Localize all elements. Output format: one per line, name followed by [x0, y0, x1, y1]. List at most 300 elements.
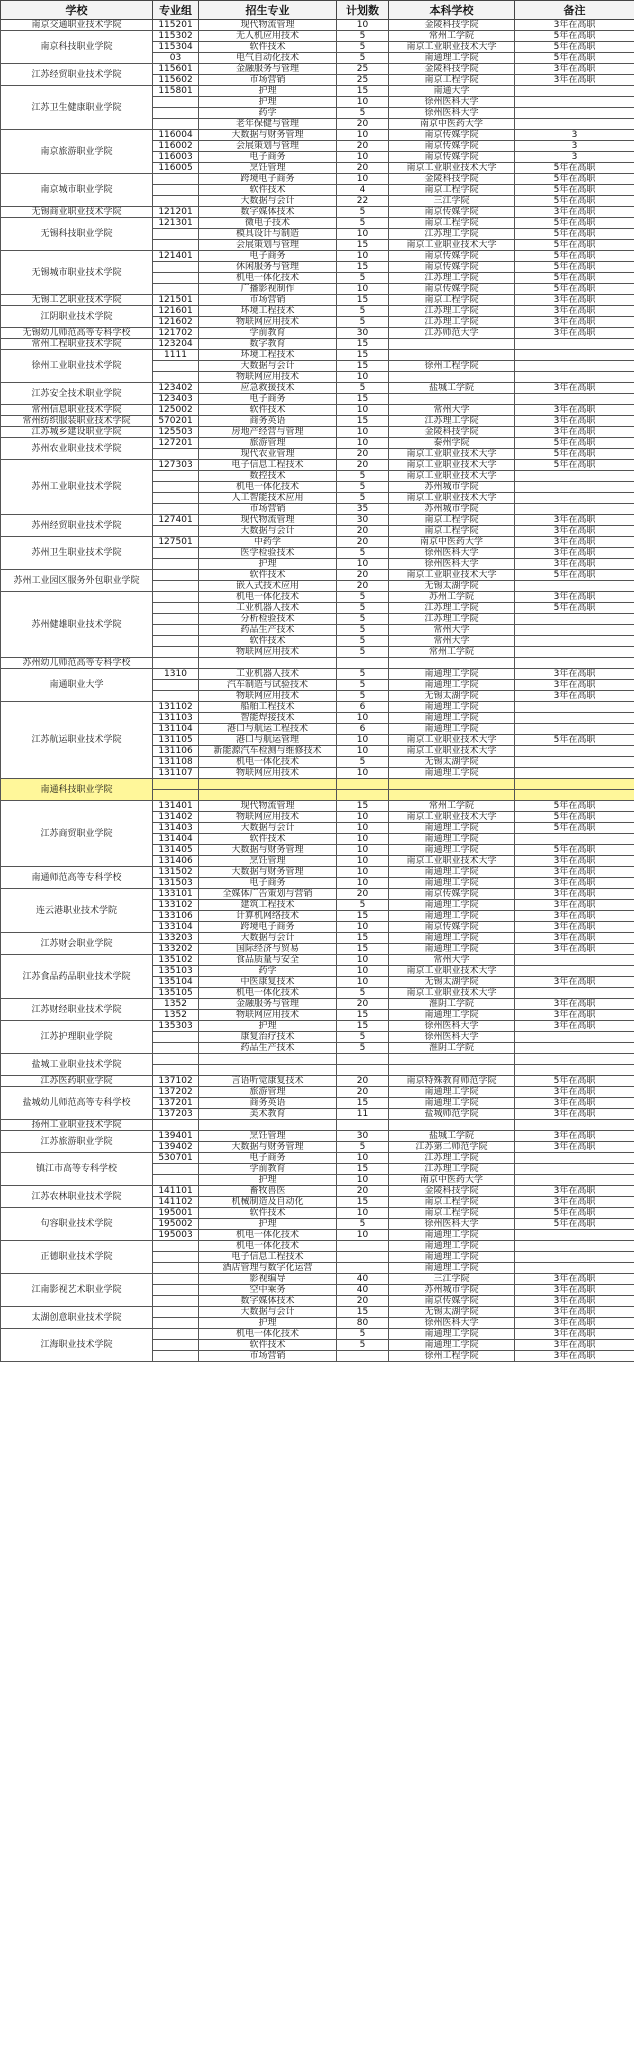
university-cell: 南京中医药大学	[389, 119, 515, 130]
university-cell: 徐州工程学院	[389, 361, 515, 372]
plan-cell: 20	[337, 1087, 389, 1098]
university-cell: 南通理工学院	[389, 1010, 515, 1021]
plan-cell: 30	[337, 1131, 389, 1142]
university-cell: 南京工业职业技术大学	[389, 471, 515, 482]
note-cell: 3年在高职	[515, 75, 634, 86]
major-cell: 市场营销	[199, 75, 337, 86]
note-cell: 5年在高职	[515, 273, 634, 284]
major-cell: 计算机网络技术	[199, 911, 337, 922]
major-cell	[199, 779, 337, 790]
university-cell: 三江学院	[389, 196, 515, 207]
university-cell: 南京中医药大学	[389, 1175, 515, 1186]
university-cell: 江苏理工学院	[389, 603, 515, 614]
group-cell: 121702	[153, 328, 199, 339]
table-row	[1, 207, 634, 218]
plan-cell: 15	[337, 1307, 389, 1318]
university-cell: 三江学院	[389, 1274, 515, 1285]
school-cell: 江苏财会职业学院	[1, 933, 153, 955]
major-cell: 软件技术	[199, 405, 337, 416]
major-cell: 软件技术	[199, 570, 337, 581]
plan-cell: 15	[337, 416, 389, 427]
university-cell: 南京传媒学院	[389, 284, 515, 295]
plan-cell: 10	[337, 284, 389, 295]
major-cell: 电子商务	[199, 394, 337, 405]
university-cell: 南京工业职业技术大学	[389, 966, 515, 977]
major-cell: 市场营销	[199, 1351, 337, 1362]
group-cell: 116004	[153, 130, 199, 141]
major-cell	[199, 1120, 337, 1131]
major-cell: 电子信息工程技术	[199, 1252, 337, 1263]
school-cell: 南通师范高等专科学校	[1, 867, 153, 889]
plan-cell: 5	[337, 625, 389, 636]
university-cell: 南通理工学院	[389, 1252, 515, 1263]
group-cell: 115801	[153, 86, 199, 97]
major-cell: 船舶工程技术	[199, 702, 337, 713]
note-cell: 3年在高职	[515, 1340, 634, 1351]
table-row	[1, 801, 634, 812]
major-cell: 护理	[199, 1219, 337, 1230]
plan-cell: 5	[337, 669, 389, 680]
group-cell	[153, 647, 199, 658]
table-row	[1, 350, 634, 361]
note-cell: 3年在高职	[515, 900, 634, 911]
group-cell: 03	[153, 53, 199, 64]
major-cell: 药学	[199, 108, 337, 119]
note-cell	[515, 394, 634, 405]
plan-cell: 10	[337, 713, 389, 724]
plan-cell: 5	[337, 988, 389, 999]
school-cell: 正德职业技术学院	[1, 1241, 153, 1274]
major-cell: 言语听觉康复技术	[199, 1076, 337, 1087]
university-cell: 江苏理工学院	[389, 614, 515, 625]
university-cell: 江苏理工学院	[389, 317, 515, 328]
note-cell: 3年在高职	[515, 328, 634, 339]
school-cell: 苏州幼儿师范高等专科学校	[1, 658, 153, 669]
plan-cell: 5	[337, 207, 389, 218]
note-cell	[515, 97, 634, 108]
group-cell: 123204	[153, 339, 199, 350]
university-cell: 常州工学院	[389, 801, 515, 812]
plan-cell: 25	[337, 64, 389, 75]
note-cell	[515, 1120, 634, 1131]
plan-cell: 10	[337, 20, 389, 31]
note-cell: 5年在高职	[515, 1076, 634, 1087]
note-cell: 3年在高职	[515, 20, 634, 31]
major-cell: 会展策划与管理	[199, 141, 337, 152]
note-cell	[515, 790, 634, 801]
group-cell: 123403	[153, 394, 199, 405]
group-cell: 123402	[153, 383, 199, 394]
university-cell: 南通理工学院	[389, 823, 515, 834]
university-cell: 南通理工学院	[389, 834, 515, 845]
group-cell	[153, 680, 199, 691]
school-cell: 常州工程职业技术学院	[1, 339, 153, 350]
group-cell: 121401	[153, 251, 199, 262]
plan-cell: 10	[337, 867, 389, 878]
major-cell: 电子商务	[199, 152, 337, 163]
group-cell: 131105	[153, 735, 199, 746]
plan-cell: 5	[337, 493, 389, 504]
university-cell: 南京工业职业技术大学	[389, 812, 515, 823]
table-row	[1, 383, 634, 394]
major-cell: 大数据与财务管理	[199, 130, 337, 141]
university-cell: 徐州医科大学	[389, 108, 515, 119]
table-row	[1, 130, 634, 141]
group-cell: 116002	[153, 141, 199, 152]
major-cell: 药品生产技术	[199, 1043, 337, 1054]
group-cell: 131102	[153, 702, 199, 713]
major-cell: 电气自动化技术	[199, 53, 337, 64]
note-cell	[515, 658, 634, 669]
major-cell: 中医康复技术	[199, 977, 337, 988]
plan-cell: 15	[337, 944, 389, 955]
university-cell: 南京中医药大学	[389, 537, 515, 548]
major-cell: 护理	[199, 86, 337, 97]
major-cell: 软件技术	[199, 1340, 337, 1351]
school-cell: 南京旅游职业学院	[1, 130, 153, 174]
group-cell: 195001	[153, 1208, 199, 1219]
group-cell	[153, 1296, 199, 1307]
school-cell: 南京交通职业技术学院	[1, 20, 153, 31]
group-cell	[153, 779, 199, 790]
plan-cell: 40	[337, 1274, 389, 1285]
school-cell: 江苏财经职业技术学院	[1, 999, 153, 1021]
plan-cell: 5	[337, 31, 389, 42]
plan-cell: 5	[337, 317, 389, 328]
note-cell: 3年在高职	[515, 944, 634, 955]
table-row	[1, 592, 634, 603]
table-row	[1, 702, 634, 713]
plan-cell	[337, 790, 389, 801]
school-cell: 句容职业技术学院	[1, 1208, 153, 1241]
university-cell: 南通理工学院	[389, 867, 515, 878]
group-cell: 131403	[153, 823, 199, 834]
header-cell: 专业组	[153, 1, 199, 20]
note-cell	[515, 713, 634, 724]
group-cell: 570201	[153, 416, 199, 427]
note-cell	[515, 834, 634, 845]
plan-cell: 10	[337, 966, 389, 977]
university-cell: 南通理工学院	[389, 724, 515, 735]
plan-cell: 5	[337, 614, 389, 625]
major-cell: 分析检验技术	[199, 614, 337, 625]
school-cell: 江苏商贸职业学院	[1, 801, 153, 867]
major-cell: 护理	[199, 1175, 337, 1186]
university-cell: 南通理工学院	[389, 1087, 515, 1098]
plan-cell: 10	[337, 251, 389, 262]
plan-cell: 15	[337, 1164, 389, 1175]
major-cell: 微电子技术	[199, 218, 337, 229]
university-cell: 常州大学	[389, 955, 515, 966]
plan-cell: 6	[337, 702, 389, 713]
note-cell	[515, 1263, 634, 1274]
major-cell: 机电一体化技术	[199, 1241, 337, 1252]
group-cell	[153, 372, 199, 383]
plan-cell: 5	[337, 603, 389, 614]
note-cell: 3年在高职	[515, 405, 634, 416]
header-cell: 本科学校	[389, 1, 515, 20]
note-cell	[515, 361, 634, 372]
note-cell	[515, 1241, 634, 1252]
group-cell: 125503	[153, 427, 199, 438]
major-cell: 软件技术	[199, 42, 337, 53]
university-cell: 南京工业职业技术大学	[389, 493, 515, 504]
major-cell: 工业机器人技术	[199, 669, 337, 680]
major-cell: 港口与航运工程技术	[199, 724, 337, 735]
group-cell: 133101	[153, 889, 199, 900]
major-cell: 大数据与财务管理	[199, 845, 337, 856]
group-cell	[153, 1043, 199, 1054]
university-cell	[389, 790, 515, 801]
major-cell: 房地产经营与管理	[199, 427, 337, 438]
university-cell: 江苏理工学院	[389, 1153, 515, 1164]
group-cell: 127303	[153, 460, 199, 471]
plan-cell	[337, 1065, 389, 1076]
table-row	[1, 218, 634, 229]
note-cell: 5年在高职	[515, 185, 634, 196]
note-cell	[515, 724, 634, 735]
plan-cell: 20	[337, 999, 389, 1010]
plan-cell: 20	[337, 163, 389, 174]
group-cell	[153, 581, 199, 592]
university-cell: 徐州医科大学	[389, 559, 515, 570]
plan-cell: 10	[337, 768, 389, 779]
group-cell	[153, 603, 199, 614]
university-cell: 南通理工学院	[389, 878, 515, 889]
school-cell: 江苏安全技术职业学院	[1, 383, 153, 405]
group-cell	[153, 1175, 199, 1186]
major-cell: 汽车制造与试验技术	[199, 680, 337, 691]
group-cell	[153, 790, 199, 801]
table-row	[1, 1021, 634, 1032]
major-cell: 港口与航运管理	[199, 735, 337, 746]
major-cell: 电子信息工程技术	[199, 460, 337, 471]
major-cell: 旅游管理	[199, 438, 337, 449]
group-cell	[153, 1252, 199, 1263]
plan-cell: 15	[337, 86, 389, 97]
note-cell: 5年在高职	[515, 570, 634, 581]
school-cell: 江苏经贸职业技术学院	[1, 64, 153, 86]
table-row	[1, 20, 634, 31]
group-cell: 133202	[153, 944, 199, 955]
group-cell	[153, 361, 199, 372]
university-cell: 南京传媒学院	[389, 922, 515, 933]
note-cell: 3年在高职	[515, 559, 634, 570]
major-cell: 环境工程技术	[199, 306, 337, 317]
note-cell	[515, 108, 634, 119]
plan-cell: 10	[337, 955, 389, 966]
note-cell	[515, 614, 634, 625]
major-cell: 畜牧兽医	[199, 1186, 337, 1197]
plan-cell: 15	[337, 933, 389, 944]
major-cell: 物联网应用技术	[199, 372, 337, 383]
group-cell	[153, 592, 199, 603]
group-cell: 131108	[153, 757, 199, 768]
group-cell: 141101	[153, 1186, 199, 1197]
plan-cell: 40	[337, 1285, 389, 1296]
note-cell: 3年在高职	[515, 416, 634, 427]
table-row	[1, 1208, 634, 1219]
school-cell: 江南影视艺术职业学院	[1, 1274, 153, 1307]
table-row	[1, 86, 634, 97]
note-cell	[515, 1043, 634, 1054]
university-cell: 南京传媒学院	[389, 1296, 515, 1307]
group-cell: 131106	[153, 746, 199, 757]
university-cell: 南京工业职业技术大学	[389, 449, 515, 460]
note-cell: 5年在高职	[515, 163, 634, 174]
note-cell	[515, 1230, 634, 1241]
group-cell	[153, 284, 199, 295]
university-cell: 泰州学院	[389, 438, 515, 449]
plan-cell: 10	[337, 977, 389, 988]
note-cell	[515, 1032, 634, 1043]
table-row	[1, 1274, 634, 1285]
plan-cell: 15	[337, 394, 389, 405]
major-cell: 人工智能技术应用	[199, 493, 337, 504]
plan-cell: 80	[337, 1318, 389, 1329]
plan-cell: 5	[337, 108, 389, 119]
major-cell: 机电一体化技术	[199, 592, 337, 603]
group-cell	[153, 548, 199, 559]
note-cell	[515, 1065, 634, 1076]
plan-cell: 5	[337, 691, 389, 702]
university-cell: 南京工业职业技术大学	[389, 735, 515, 746]
university-cell: 苏州城市学院	[389, 1285, 515, 1296]
plan-cell: 5	[337, 471, 389, 482]
table-row	[1, 1087, 634, 1098]
group-cell: 121301	[153, 218, 199, 229]
school-cell: 江阴职业技术学院	[1, 306, 153, 328]
note-cell: 5年在高职	[515, 53, 634, 64]
major-cell: 物联网应用技术	[199, 1010, 337, 1021]
university-cell: 南通理工学院	[389, 53, 515, 64]
note-cell: 3年在高职	[515, 317, 634, 328]
note-cell: 3年在高职	[515, 1010, 634, 1021]
table-row	[1, 438, 634, 449]
group-cell: 115304	[153, 42, 199, 53]
group-cell: 139402	[153, 1142, 199, 1153]
major-cell: 大数据与会计	[199, 823, 337, 834]
major-cell: 物联网应用技术	[199, 768, 337, 779]
note-cell: 5年在高职	[515, 196, 634, 207]
university-cell: 南京工程学院	[389, 526, 515, 537]
note-cell: 3	[515, 141, 634, 152]
school-cell: 太湖创意职业技术学院	[1, 1307, 153, 1329]
major-cell: 大数据与财务管理	[199, 867, 337, 878]
major-cell: 会展策划与管理	[199, 240, 337, 251]
university-cell: 苏州工学院	[389, 592, 515, 603]
school-cell: 常州信息职业技术学院	[1, 405, 153, 416]
plan-cell: 15	[337, 361, 389, 372]
major-cell: 烹饪管理	[199, 163, 337, 174]
group-cell	[153, 1120, 199, 1131]
header-cell: 学校	[1, 1, 153, 20]
school-cell: 盐城工业职业技术学院	[1, 1054, 153, 1076]
table-row	[1, 515, 634, 526]
plan-cell: 5	[337, 757, 389, 768]
group-cell	[153, 559, 199, 570]
note-cell	[515, 955, 634, 966]
major-cell: 休闲服务与管理	[199, 262, 337, 273]
plan-cell: 5	[337, 482, 389, 493]
major-cell: 跨境电子商务	[199, 922, 337, 933]
note-cell	[515, 471, 634, 482]
group-cell	[153, 1329, 199, 1340]
note-cell	[515, 1153, 634, 1164]
group-cell: 131406	[153, 856, 199, 867]
group-cell: 530701	[153, 1153, 199, 1164]
school-cell: 江苏城乡建设职业学院	[1, 427, 153, 438]
plan-cell: 25	[337, 75, 389, 86]
plan-cell	[337, 1120, 389, 1131]
group-cell	[153, 1274, 199, 1285]
table-row	[1, 1120, 634, 1131]
plan-cell: 5	[337, 383, 389, 394]
group-cell: 135104	[153, 977, 199, 988]
plan-cell: 5	[337, 1329, 389, 1340]
note-cell: 5年在高职	[515, 801, 634, 812]
university-cell: 南京传媒学院	[389, 262, 515, 273]
note-cell: 3年在高职	[515, 207, 634, 218]
plan-cell: 30	[337, 515, 389, 526]
plan-cell: 5	[337, 680, 389, 691]
note-cell: 5年在高职	[515, 251, 634, 262]
table-row	[1, 251, 634, 262]
major-cell: 软件技术	[199, 636, 337, 647]
major-cell: 电子商务	[199, 878, 337, 889]
university-cell: 南京工程学院	[389, 515, 515, 526]
group-cell: 125002	[153, 405, 199, 416]
note-cell: 3年在高职	[515, 669, 634, 680]
plan-cell: 20	[337, 526, 389, 537]
plan-cell: 10	[337, 97, 389, 108]
plan-cell: 15	[337, 1010, 389, 1021]
university-cell: 南京工业职业技术大学	[389, 746, 515, 757]
university-cell: 江苏师范大学	[389, 328, 515, 339]
group-cell: 121602	[153, 317, 199, 328]
group-cell	[153, 119, 199, 130]
plan-cell: 15	[337, 339, 389, 350]
university-cell: 南京工业职业技术大学	[389, 988, 515, 999]
major-cell: 环境工程技术	[199, 350, 337, 361]
school-cell: 江苏护理职业学院	[1, 1021, 153, 1054]
group-cell	[153, 185, 199, 196]
major-cell: 智能焊接技术	[199, 713, 337, 724]
major-cell: 广播影视制作	[199, 284, 337, 295]
major-cell: 现代物流管理	[199, 801, 337, 812]
plan-cell: 20	[337, 1076, 389, 1087]
school-cell: 连云港职业技术学院	[1, 889, 153, 933]
plan-cell: 10	[337, 1175, 389, 1186]
university-cell: 南通理工学院	[389, 768, 515, 779]
group-cell: 133203	[153, 933, 199, 944]
table-row	[1, 1076, 634, 1087]
plan-cell: 6	[337, 724, 389, 735]
university-cell: 江苏理工学院	[389, 1164, 515, 1175]
group-cell: 133102	[153, 900, 199, 911]
note-cell: 3年在高职	[515, 1142, 634, 1153]
note-cell	[515, 581, 634, 592]
note-cell: 5年在高职	[515, 31, 634, 42]
major-cell: 机电一体化技术	[199, 482, 337, 493]
table-row	[1, 460, 634, 471]
plan-cell: 10	[337, 229, 389, 240]
major-cell: 软件技术	[199, 1208, 337, 1219]
university-cell: 无锡太湖学院	[389, 757, 515, 768]
group-cell: 137201	[153, 1098, 199, 1109]
note-cell: 5年在高职	[515, 262, 634, 273]
note-cell: 3年在高职	[515, 306, 634, 317]
